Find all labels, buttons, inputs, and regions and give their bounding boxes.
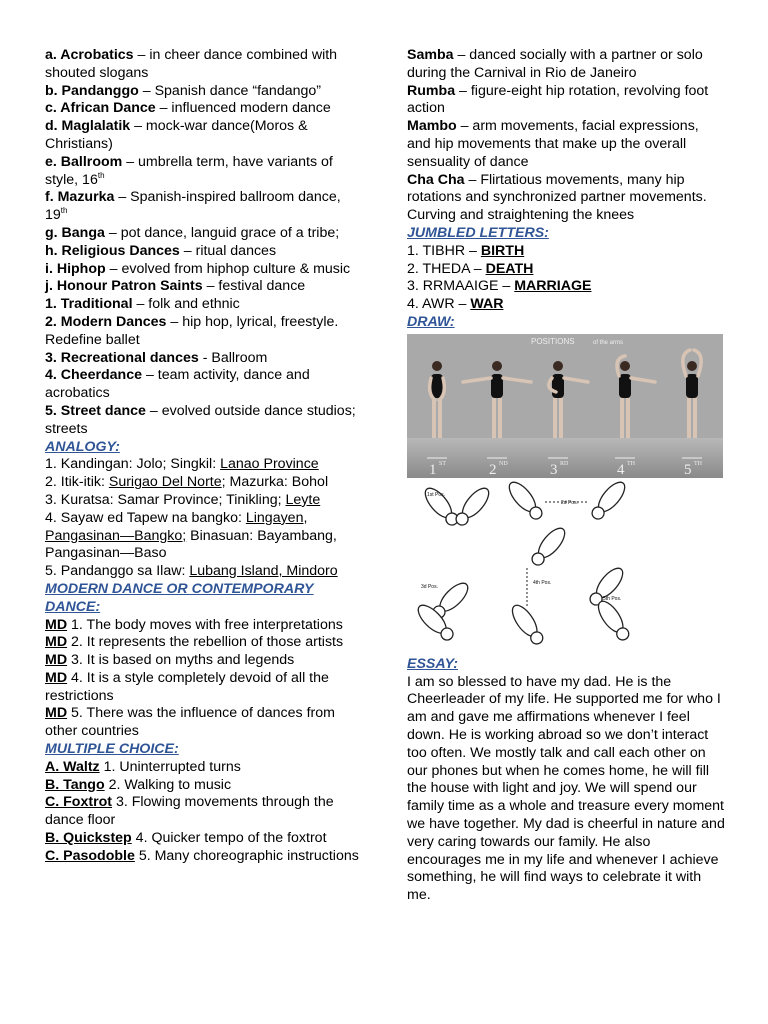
- identification-item: [45, 100, 365, 118]
- position-suffix: RD: [560, 460, 569, 467]
- identification-definition: – hip hop, lyrical, freestyle. Redefine ballet: [45, 313, 339, 348]
- identification-term: d. Maglalatik: [45, 118, 131, 135]
- multiple-choice-item: [45, 830, 365, 848]
- feet-position-label: 2d Pos.: [561, 499, 578, 506]
- dancer-leotard: [619, 374, 631, 398]
- latin-dance-description: – figure-eight hip rotation, revolving foot action: [407, 82, 709, 117]
- jumbled-letters-list: [407, 243, 725, 314]
- position-number: 4: [617, 461, 625, 478]
- dancer-leg: [553, 398, 557, 438]
- multiple-choice-item: [45, 759, 365, 777]
- position-number: 3: [550, 461, 558, 478]
- identification-definition: - Ballroom: [198, 349, 268, 366]
- multiple-choice-question: 2. Walking to music: [104, 776, 232, 793]
- identification-term: b. Pandanggo: [45, 82, 139, 99]
- identification-definition: – evolved outside dance studios; streets: [45, 402, 356, 437]
- analogy-item: [45, 492, 365, 510]
- dancer-leotard: [686, 374, 698, 398]
- identification-item: [45, 350, 365, 368]
- jumbled-question: 4. AWR –: [407, 296, 471, 313]
- jumbled-question: 3. RRMAAIGE –: [407, 278, 515, 295]
- dancer-leg: [693, 398, 697, 438]
- analogy-question: 4. Sayaw ed Tapew na bangko:: [45, 509, 246, 526]
- dancer-head: [620, 361, 630, 371]
- superscript: th: [60, 206, 68, 216]
- essay-heading: ESSAY:: [407, 655, 458, 672]
- analogy-answer: Lingayen, Pangasinan—Bangko;: [45, 509, 308, 544]
- identification-definition: – folk and ethnic: [132, 296, 240, 313]
- dancer-leg: [498, 398, 502, 438]
- identification-definition: – in cheer dance combined with shouted slogans: [45, 47, 338, 81]
- analogy-answer: Leyte: [285, 491, 321, 508]
- identification-term: c. African Dance: [45, 100, 156, 117]
- position-number: 1: [429, 461, 437, 478]
- analogy-answer: Surigao Del Norte: [108, 474, 222, 491]
- identification-item: [45, 261, 365, 279]
- feet-position-label: 1st Pos.: [427, 491, 446, 498]
- analogy-question: 2. Itik-itik:: [45, 474, 109, 491]
- analogy-heading: ANALOGY:: [45, 438, 120, 455]
- right-column: [407, 47, 725, 905]
- analogy-item: [45, 510, 365, 563]
- identification-term: i. Hiphop: [45, 260, 106, 277]
- modern-dance-statement: 3. It is based on myths and legends: [67, 652, 295, 669]
- position-number: 5: [684, 461, 692, 478]
- identification-definition: – pot dance, languid grace of a tribe;: [104, 224, 340, 241]
- dancer-leotard: [552, 374, 564, 398]
- analogy-list: [45, 456, 365, 581]
- identification-term: f. Mazurka: [45, 189, 115, 206]
- analogy-question: Binasuan: Bayambang, Pangasinan—Baso: [45, 527, 337, 562]
- identification-term: 5. Street dance: [45, 402, 146, 419]
- latin-dance-item: [407, 83, 725, 119]
- identification-list: [45, 47, 365, 439]
- latin-dance-list: [407, 47, 725, 225]
- dancer-leg: [620, 398, 624, 438]
- analogy-question: ; Mazurka: Bohol: [221, 474, 329, 491]
- jumbled-answer: DEATH: [485, 260, 534, 277]
- position-number: 2: [489, 461, 497, 478]
- position-suffix: ST: [439, 460, 447, 467]
- identification-term: a. Acrobatics: [45, 47, 134, 63]
- latin-dance-item: [407, 47, 725, 83]
- multiple-choice-question: 5. Many choreographic instructions: [134, 847, 359, 864]
- feet-position-label: 3d Pos.: [421, 583, 438, 590]
- dancer-leg: [687, 398, 691, 438]
- multiple-choice-question: 4. Quicker tempo of the foxtrot: [131, 830, 327, 847]
- jumbled-letters-heading: JUMBLED LETTERS:: [407, 224, 549, 241]
- multiple-choice-answer: C. Pasodoble: [45, 847, 135, 864]
- dancer-head: [432, 361, 442, 371]
- jumbled-item: [407, 261, 725, 279]
- modern-dance-answer: MD: [45, 616, 68, 633]
- multiple-choice-list: [45, 759, 365, 866]
- modern-dance-answer: MD: [45, 634, 68, 651]
- identification-definition: – Spanish-inspired ballroom dance, 19: [45, 189, 341, 224]
- latin-dance-item: [407, 172, 725, 225]
- identification-item: [45, 83, 365, 101]
- dancer-head: [492, 361, 502, 371]
- identification-item: [45, 154, 365, 190]
- latin-dance-item: [407, 118, 725, 171]
- modern-dance-statement: 1. The body moves with free interpretations: [67, 616, 343, 633]
- modern-dance-item: [45, 617, 365, 635]
- feet-position-label: 4th Pos.: [533, 579, 552, 586]
- feet-positions-image: [407, 480, 635, 652]
- identification-term: j. Honour Patron Saints: [45, 278, 203, 295]
- latin-dance-description: – Flirtatious movements, many hip rotations and synchronized partner movements. Curving and straightening the knees: [407, 171, 707, 224]
- latin-dance-name: Rumba: [407, 82, 456, 99]
- identification-item: [45, 118, 365, 154]
- dancer-leg: [626, 398, 630, 438]
- identification-term: 1. Traditional: [45, 296, 133, 313]
- jumbled-answer: MARRIAGE: [514, 278, 592, 295]
- multiple-choice-question: 3. Flowing movements through the dance floor: [45, 794, 334, 829]
- identification-term: h. Religious Dances: [45, 242, 180, 259]
- modern-dance-item: [45, 652, 365, 670]
- multiple-choice-item: [45, 848, 365, 866]
- left-column: [45, 47, 365, 866]
- identification-item: [45, 403, 365, 439]
- identification-item: [45, 296, 365, 314]
- dancer-leg: [432, 398, 436, 438]
- draw-heading: DRAW:: [407, 313, 455, 330]
- multiple-choice-answer: B. Quickstep: [45, 830, 132, 847]
- essay-text: I am so blessed to have my dad. He is the Cheerleader of my life. He supported me for who I am and gave me affirmations whenever I feel down. He is working abroad so we don’t interact too often. We mostly talk and call each other on our phones but when he comes home, he will fill the house with light and joy. We will spend our family time as a whole and treasure every moment we have together. My dad is cheerful in nature and very caring towards our family. He also encourages me in my life and whenever I achieve something, he will find ways to celebrate it with me.: [407, 673, 725, 904]
- analogy-item: [45, 563, 365, 581]
- jumbled-question: 2. THEDA –: [407, 260, 486, 277]
- multiple-choice-item: [45, 777, 365, 795]
- latin-dance-name: Cha Cha: [407, 171, 465, 188]
- jumbled-item: [407, 278, 725, 296]
- identification-item: [45, 367, 365, 403]
- analogy-item: [45, 456, 365, 474]
- analogy-answer: Lubang Island, Mindoro: [189, 563, 338, 580]
- latin-dance-name: Mambo: [407, 118, 457, 135]
- latin-dance-description: – arm movements, facial expressions, and hip movements that make up the overall sensuality of dance: [407, 118, 699, 170]
- analogy-item: [45, 474, 365, 492]
- position-suffix: TH: [694, 460, 702, 467]
- jumbled-question: 1. TIBHR –: [407, 242, 481, 259]
- positions-title: POSITIONS: [531, 336, 575, 346]
- modern-dance-list: [45, 617, 365, 742]
- identification-term: g. Banga: [45, 224, 105, 241]
- multiple-choice-heading: MULTIPLE CHOICE:: [45, 741, 179, 758]
- feet-position-label: 5th Pos.: [603, 595, 622, 602]
- analogy-answer: Lanao Province: [220, 456, 319, 473]
- modern-dance-item: [45, 705, 365, 741]
- multiple-choice-answer: C. Foxtrot: [45, 794, 112, 811]
- modern-dance-statement: 5. There was the influence of dances from other countries: [45, 705, 335, 740]
- jumbled-answer: BIRTH: [480, 242, 525, 259]
- dancer-head: [687, 361, 697, 371]
- identification-term: 4. Cheerdance: [45, 367, 142, 384]
- dancer-leotard: [491, 374, 503, 398]
- identification-item: [45, 225, 365, 243]
- dancer-head: [553, 361, 563, 371]
- identification-definition: – umbrella term, have variants of style, 16: [45, 153, 333, 188]
- modern-dance-heading: MODERN DANCE OR CONTEMPORARY DANCE:: [45, 580, 314, 615]
- positions-subtitle: of the arms: [593, 339, 624, 346]
- dancer-leotard: [431, 374, 443, 398]
- identification-definition: – Spanish dance “fandango”: [138, 82, 322, 99]
- dancer-leg: [559, 398, 563, 438]
- dancer-leg: [492, 398, 496, 438]
- identification-item: [45, 189, 365, 225]
- latin-dance-description: – danced socially with a partner or solo during the Carnival in Rio de Janeiro: [407, 47, 703, 81]
- dancer-leg: [438, 398, 442, 438]
- position-suffix: TH: [627, 460, 635, 467]
- multiple-choice-question: 1. Uninterrupted turns: [99, 758, 241, 775]
- modern-dance-answer: MD: [45, 669, 68, 686]
- identification-term: 3. Recreational dances: [45, 349, 199, 366]
- latin-dance-name: Samba: [407, 47, 454, 63]
- position-suffix: ND: [499, 460, 508, 467]
- identification-definition: – influenced modern dance: [155, 100, 331, 117]
- multiple-choice-item: [45, 794, 365, 830]
- jumbled-item: [407, 296, 725, 314]
- arm-positions-image: [407, 334, 723, 478]
- superscript: th: [97, 170, 105, 180]
- identification-definition: – mock-war dance(Moros & Christians): [45, 118, 308, 152]
- identification-definition: – evolved from hiphop culture & music: [105, 260, 351, 277]
- multiple-choice-answer: A. Waltz: [45, 758, 100, 775]
- modern-dance-answer: MD: [45, 652, 68, 669]
- identification-item: [45, 314, 365, 350]
- identification-definition: – ritual dances: [179, 242, 277, 259]
- identification-definition: – team activity, dance and acrobatics: [45, 367, 310, 402]
- modern-dance-item: [45, 634, 365, 652]
- modern-dance-item: [45, 670, 365, 706]
- jumbled-item: [407, 243, 725, 261]
- identification-term: e. Ballroom: [45, 153, 123, 170]
- identification-item: [45, 47, 365, 83]
- analogy-question: 3. Kuratsa: Samar Province; Tinikling;: [45, 491, 286, 508]
- modern-dance-statement: 2. It represents the rebellion of those artists: [67, 634, 344, 651]
- jumbled-answer: WAR: [470, 296, 504, 313]
- multiple-choice-answer: B. Tango: [45, 776, 105, 793]
- identification-item: [45, 278, 365, 296]
- identification-term: 2. Modern Dances: [45, 313, 167, 330]
- analogy-question: 5. Pandanggo sa Ilaw:: [45, 563, 190, 580]
- identification-definition: – festival dance: [202, 278, 306, 295]
- analogy-question: 1. Kandingan: Jolo; Singkil:: [45, 456, 221, 473]
- modern-dance-statement: 4. It is a style completely devoid of all the restrictions: [45, 669, 329, 704]
- modern-dance-answer: MD: [45, 705, 68, 722]
- identification-item: [45, 243, 365, 261]
